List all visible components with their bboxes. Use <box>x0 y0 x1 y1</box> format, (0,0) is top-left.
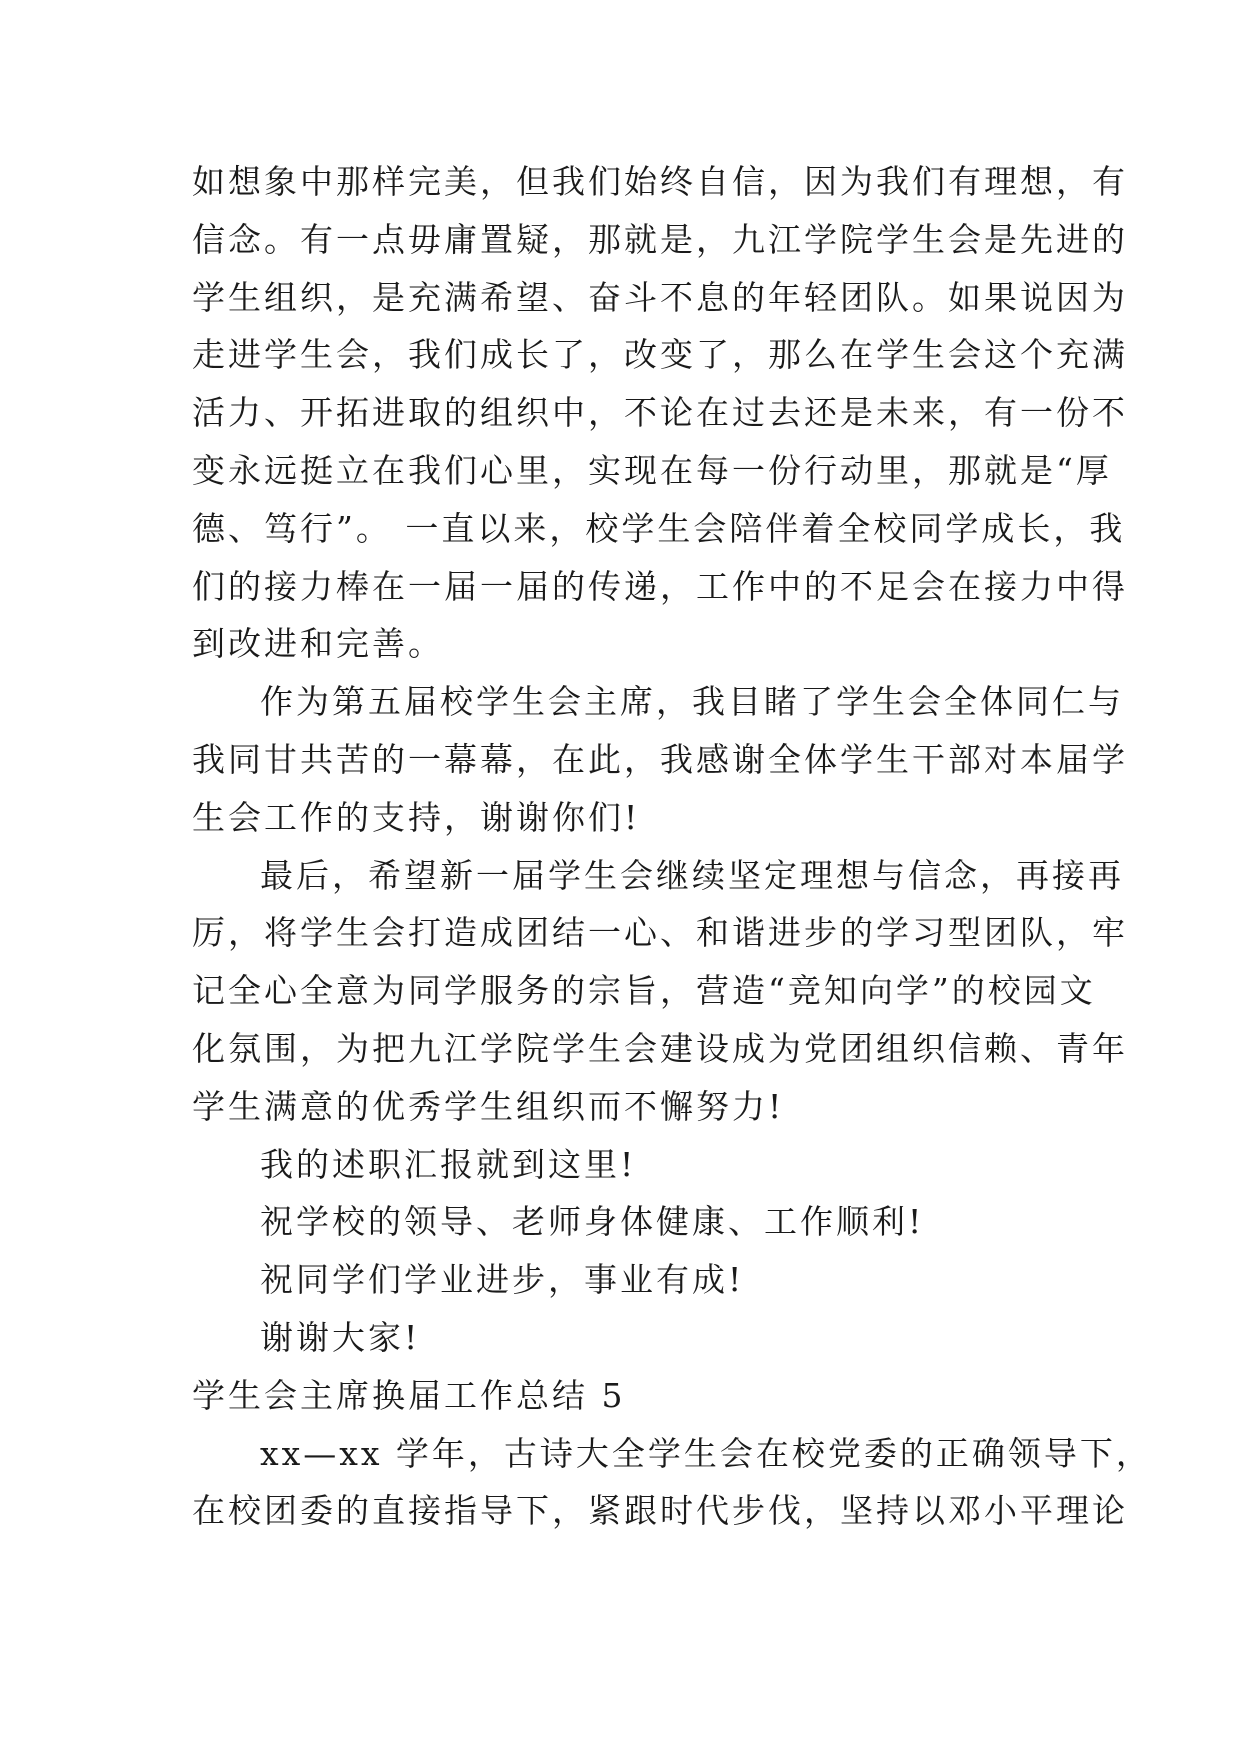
text-line: 生会工作的支持，谢谢你们! <box>192 797 641 837</box>
text-line: 走进学生会，我们成长了，改变了，那么在学生会这个充满 <box>192 335 1128 375</box>
paragraph-start-line: xx—xx 学年，古诗大全学生会在校党委的正确领导下， <box>260 1433 1152 1473</box>
closing-line: 我的述职汇报就到这里! <box>260 1144 637 1184</box>
closing-line: 祝同学们学业进步，事业有成! <box>260 1260 745 1300</box>
text-line: 厉，将学生会打造成团结一心、和谐进步的学习型团队，牢 <box>192 913 1128 953</box>
text-line: 活力、开拓进取的组织中，不论在过去还是未来，有一份不 <box>192 393 1128 433</box>
text-line: 如想象中那样完美，但我们始终自信，因为我们有理想，有 <box>192 162 1128 201</box>
text-line: 信念。有一点毋庸置疑，那就是，九江学院学生会是先进的 <box>192 219 1128 259</box>
text-line: 们的接力棒在一届一届的传递，工作中的不足会在接力中得 <box>192 566 1128 606</box>
text-line: 我同甘共苦的一幕幕，在此，我感谢全体学生干部对本届学 <box>192 739 1128 779</box>
section-heading: 学生会主席换届工作总结 5 <box>192 1375 626 1415</box>
text-line: 德、笃行”。 一直以来，校学生会陪伴着全校同学成长，我 <box>192 508 1126 548</box>
paragraph-start-line: 作为第五届校学生会主席，我目睹了学生会全体同仁与 <box>260 682 1124 722</box>
text-line: 学生组织，是充满希望、奋斗不息的年轻团队。如果说因为 <box>192 277 1128 317</box>
document-body <box>192 162 1152 1549</box>
text-line: 学生满意的优秀学生组织而不懈努力! <box>192 1086 785 1126</box>
text-line: 化氛围，为把九江学院学生会建设成为党团组织信赖、青年 <box>192 1028 1128 1068</box>
paragraph-start-line: 最后，希望新一届学生会继续坚定理想与信念，再接再 <box>260 855 1124 895</box>
text-line: 到改进和完善。 <box>192 624 444 664</box>
text-line: 在校团委的直接指导下，紧跟时代步伐，坚持以邓小平理论 <box>192 1491 1128 1531</box>
text-line: 变永远挺立在我们心里，实现在每一份行动里，那就是“厚 <box>192 450 1112 490</box>
closing-line: 祝学校的领导、老师身体健康、工作顺利! <box>260 1202 925 1242</box>
closing-line: 谢谢大家! <box>260 1317 421 1357</box>
text-line: 记全心全意为同学服务的宗旨，营造“竞知向学”的校园文 <box>192 971 1096 1011</box>
